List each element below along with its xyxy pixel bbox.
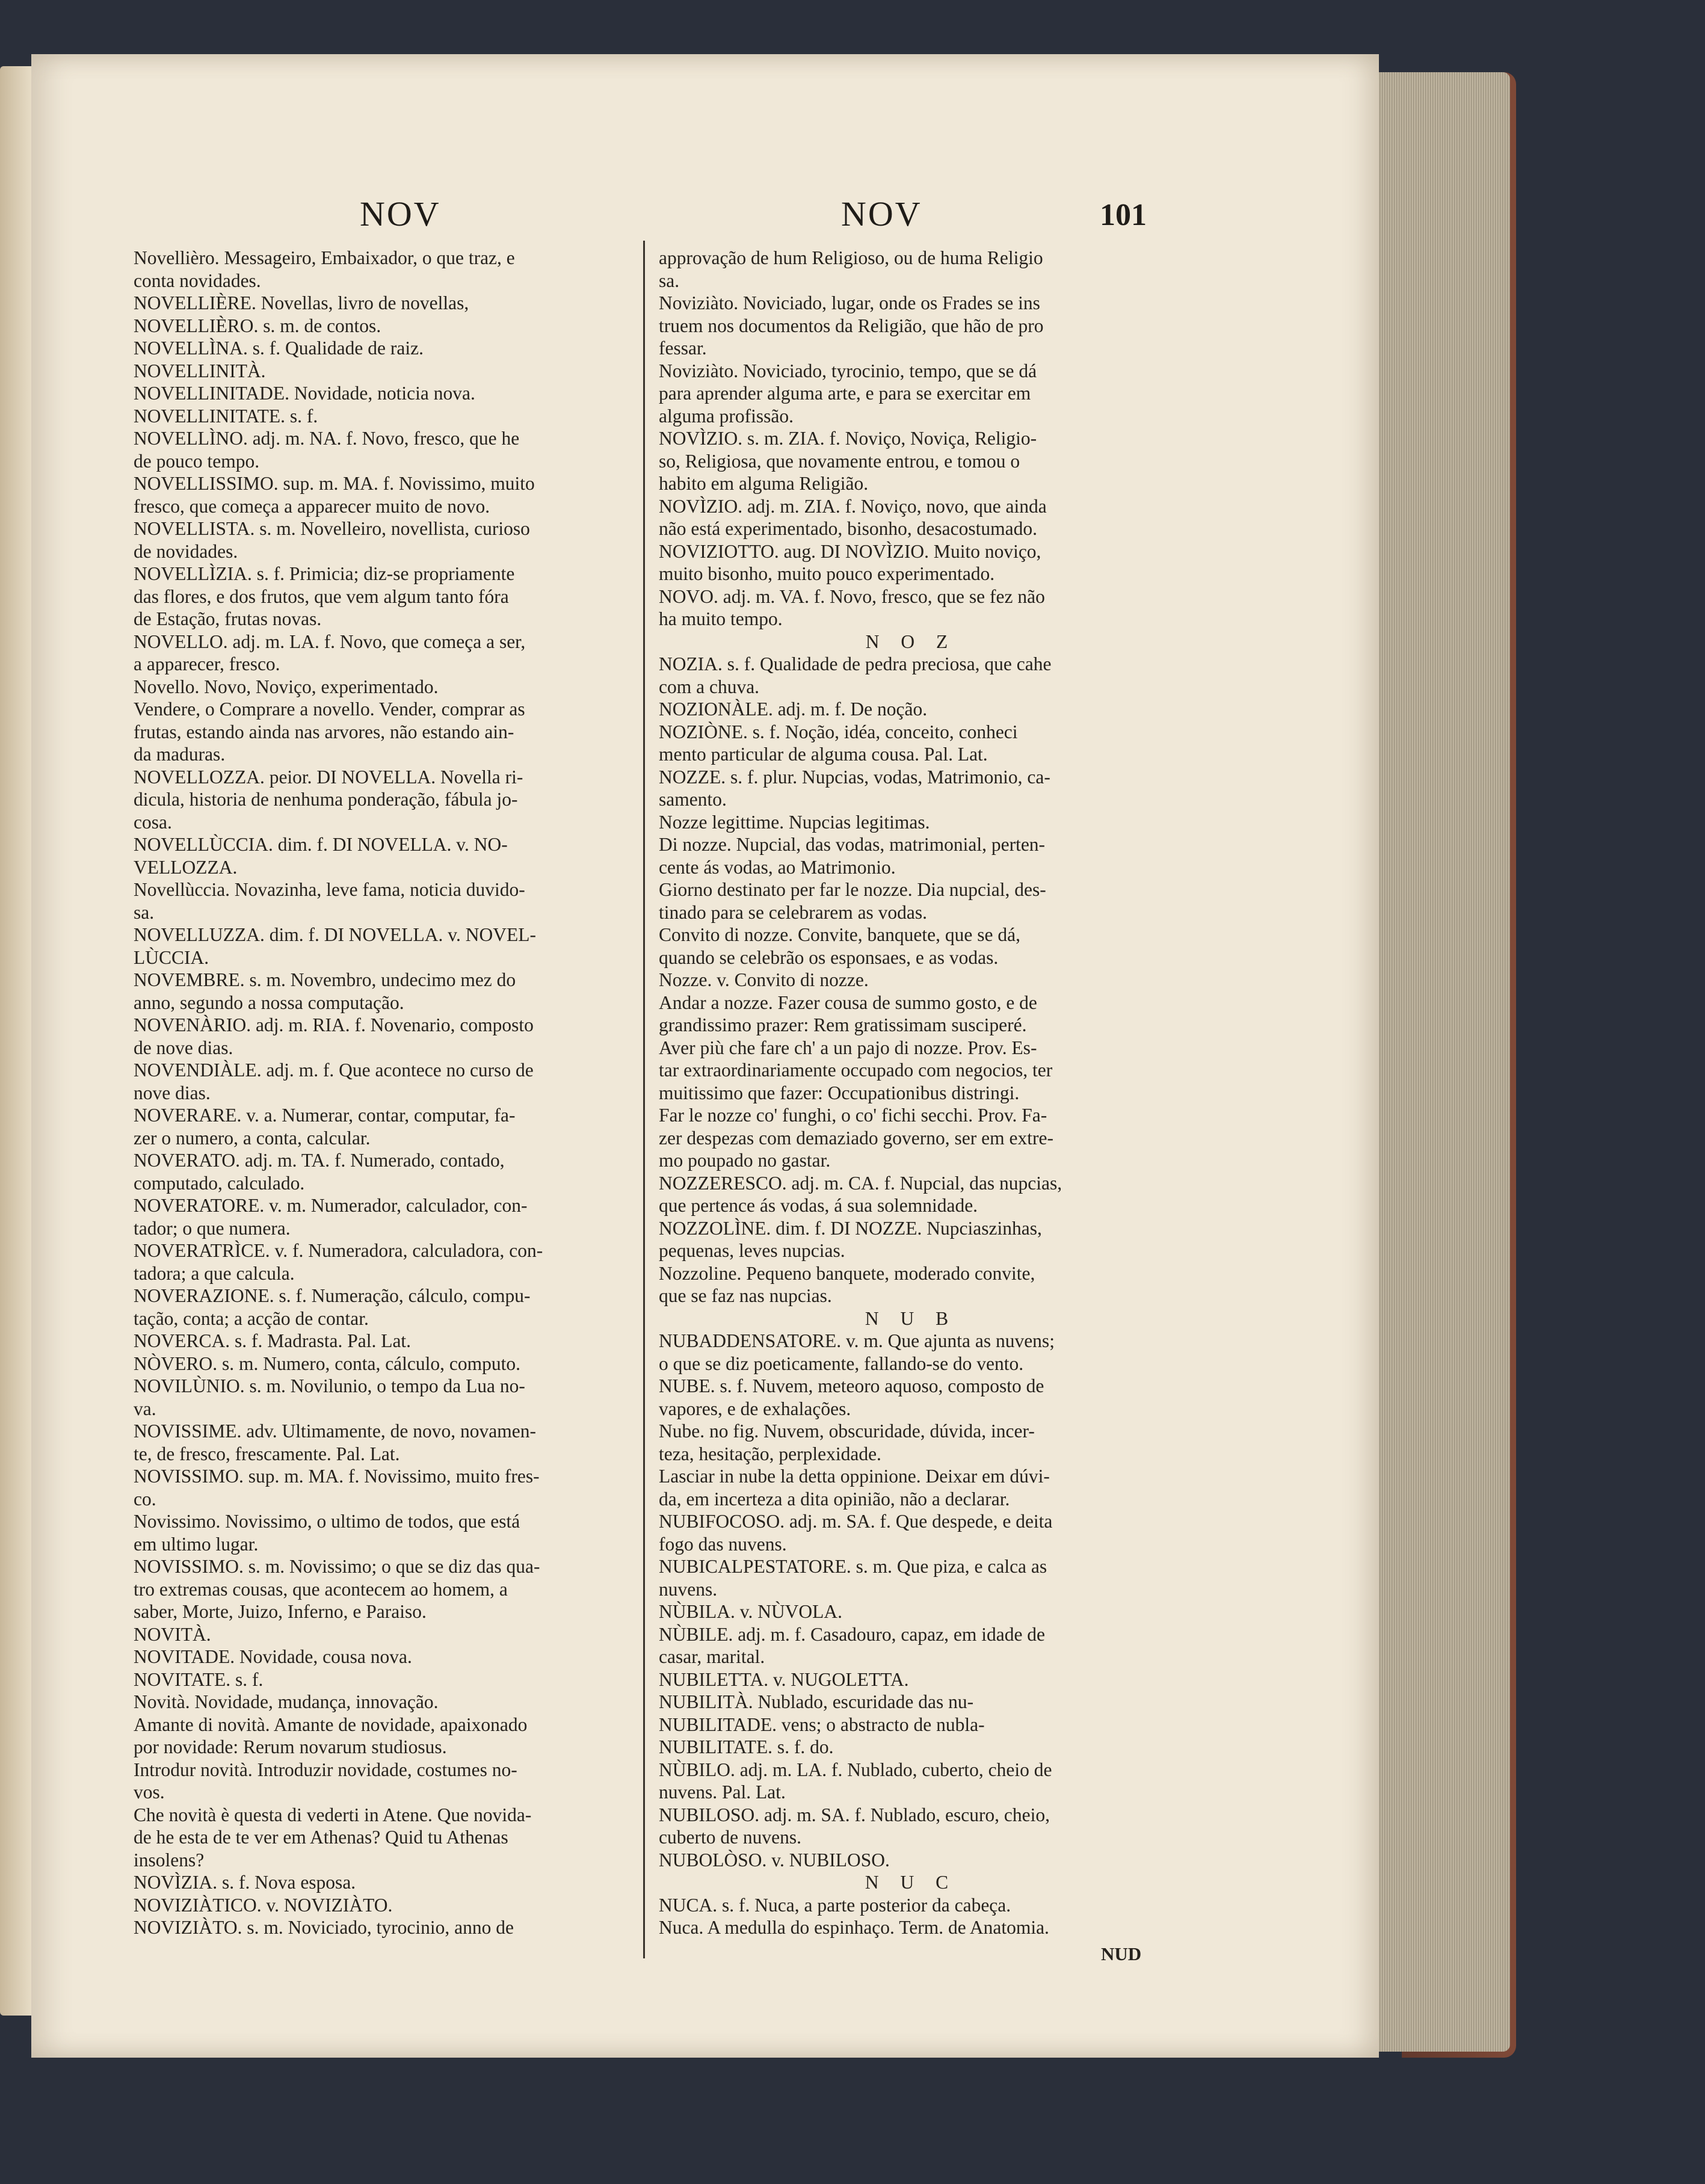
text-line: Amante di novità. Amante de novidade, apaixonado <box>134 1714 528 1735</box>
text-line: a apparecer, fresco. <box>134 653 280 674</box>
text-line: NÙBILO. adj. m. LA. f. Nublado, cuberto, cheio de <box>659 1759 1052 1780</box>
text-line: samento. <box>659 789 727 810</box>
text-line: mo poupado no gastar. <box>659 1150 831 1171</box>
text-line: tro extremas cousas, que acontecem ao homem, a <box>134 1578 508 1600</box>
text-line: tadora; a que calcula. <box>134 1262 295 1284</box>
text-line: ha muito tempo. <box>659 608 783 629</box>
text-line: habito em alguma Religião. <box>659 473 869 494</box>
text-line: NOVEMBRE. s. m. Novembro, undecimo mez do <box>134 969 516 990</box>
running-head-right: NOV <box>841 194 922 233</box>
text-line: de Estação, frutas novas. <box>134 608 322 629</box>
text-line: NOVITADE. Novidade, cousa nova. <box>134 1646 412 1667</box>
text-line: muitissimo que fazer: Occupationibus distringi. <box>659 1082 1020 1103</box>
text-line: NOZZERESCO. adj. m. CA. f. Nupcial, das nupcias, <box>659 1172 1062 1194</box>
text-line: Che novità è questa di vederti in Atene. Que novida- <box>134 1804 532 1825</box>
text-line: sa. <box>134 901 155 923</box>
text-line: fresco, que começa a apparecer muito de novo. <box>134 495 490 517</box>
column-divider <box>643 241 645 1958</box>
text-line: Novissimo. Novissimo, o ultimo de todos, que está <box>134 1511 520 1532</box>
text-line: NUBILETTA. v. NUGOLETTA. <box>659 1668 909 1690</box>
text-line: NOVELLO. adj. m. LA. f. Novo, que começa a ser, <box>134 631 526 652</box>
text-line: NUBE. s. f. Nuvem, meteoro aquoso, composto de <box>659 1375 1044 1396</box>
text-line: Introdur novità. Introduzir novidade, costumes no- <box>134 1759 517 1780</box>
text-line: de novidades. <box>134 540 238 562</box>
text-line: NOVELLÌZIA. s. f. Primicia; diz-se propriamente <box>134 563 515 584</box>
text-line: dicula, historia de nenhuma ponderação, fábula jo- <box>134 789 518 810</box>
text-line: Nozze. v. Convito di nozze. <box>659 969 869 990</box>
text-line: NUBILITATE. s. f. do. <box>659 1736 834 1757</box>
text-line: cente ás vodas, ao Matrimonio. <box>659 856 896 878</box>
text-line: zer despezas com demaziado governo, ser em extre- <box>659 1127 1053 1149</box>
section-heading: N U B <box>865 1307 957 1329</box>
text-line: NUBILITÀ. Nublado, escuridade das nu- <box>659 1691 974 1712</box>
page-number: 101 <box>1100 198 1147 232</box>
text-line: NOVELLINITATE. s. f. <box>134 405 318 427</box>
text-line: de nove dias. <box>134 1037 233 1058</box>
text-line: tar extraordinariamente occupado com negocios, ter <box>659 1060 1053 1081</box>
text-line: NÙBILA. v. NÙVOLA. <box>659 1601 843 1622</box>
text-line: Nuca. A medulla do espinhaço. Term. de Anatomia. <box>659 1917 1049 1938</box>
text-line: NOVELLÌNA. s. f. Qualidade de raiz. <box>134 338 424 359</box>
text-line: NOVISSIME. adv. Ultimamente, de novo, novamen- <box>134 1421 536 1442</box>
text-line: por novidade: Rerum novarum studiosus. <box>134 1736 447 1757</box>
text-line: NOZIA. s. f. Qualidade de pedra preciosa, que cahe <box>659 653 1052 674</box>
text-line: NOVERCA. s. f. Madrasta. Pal. Lat. <box>134 1330 412 1351</box>
text-line: que se faz nas nupcias. <box>659 1285 832 1306</box>
text-line: casar, marital. <box>659 1646 765 1667</box>
text-line: te, de fresco, frescamente. Pal. Lat. <box>134 1443 400 1464</box>
text-line: co. <box>134 1488 156 1510</box>
text-line: Novellièro. Messageiro, Embaixador, o que traz, e <box>134 247 515 268</box>
text-line: NOZIÒNE. s. f. Noção, idéa, conceito, conheci <box>659 721 1018 742</box>
text-line: NUBIFOCOSO. adj. m. SA. f. Que despede, e deita <box>659 1511 1053 1532</box>
text-line: Noviziàto. Noviciado, lugar, onde os Frades se ins <box>659 292 1040 313</box>
text-line: nuvens. <box>659 1578 718 1600</box>
text-line: approvação de hum Religioso, ou de huma Religio <box>659 247 1043 268</box>
left-page-edge <box>0 66 31 2016</box>
text-line: Convito di nozze. Convite, banquete, que se dá, <box>659 924 1020 945</box>
text-line: NOZZE. s. f. plur. Nupcias, vodas, Matrimonio, ca- <box>659 766 1050 788</box>
text-line: Nube. no fig. Nuvem, obscuridade, dúvida, incer- <box>659 1421 1035 1442</box>
text-line: tador; o que numera. <box>134 1217 291 1239</box>
text-line: NOVIZIÀTICO. v. NOVIZIÀTO. <box>134 1894 393 1916</box>
text-line: teza, hesitação, perplexidade. <box>659 1443 881 1464</box>
text-line: vapores, e de exhalações. <box>659 1398 851 1419</box>
text-line: com a chuva. <box>659 676 760 697</box>
text-line: que pertence ás vodas, á sua solemnidade. <box>659 1195 978 1216</box>
section-heading: N U C <box>865 1872 957 1893</box>
text-line: cosa. <box>134 811 172 833</box>
text-line: NÙBILE. adj. m. f. Casadouro, capaz, em idade de <box>659 1623 1046 1645</box>
text-line: em ultimo lugar. <box>134 1533 259 1555</box>
text-line: NOVÌZIA. s. f. Nova esposa. <box>134 1872 356 1893</box>
text-line: nuvens. Pal. Lat. <box>659 1781 786 1803</box>
text-line: NOVO. adj. m. VA. f. Novo, fresco, que se fez não <box>659 585 1045 607</box>
text-line: computado, calculado. <box>134 1172 305 1194</box>
text-line: zer o numero, a conta, calcular. <box>134 1127 371 1149</box>
text-line: frutas, estando ainda nas arvores, não estando ain- <box>134 721 514 742</box>
text-line: NOZIONÀLE. adj. m. f. De noção. <box>659 699 928 720</box>
text-line: NOVERATORE. v. m. Numerador, calculador, con- <box>134 1195 528 1216</box>
text-line: das flores, e dos frutos, que vem algum tanto fóra <box>134 585 509 607</box>
text-line: NOZZOLÌNE. dim. f. DI NOZZE. Nupciaszinhas, <box>659 1217 1042 1239</box>
text-line: para aprender alguma arte, e para se exercitar em <box>659 383 1031 404</box>
text-line: vos. <box>134 1781 165 1803</box>
text-line: Aver più che fare ch' a un pajo di nozze. Prov. Es- <box>659 1037 1037 1058</box>
text-line: fessar. <box>659 338 707 359</box>
text-line: NOVENÀRIO. adj. m. RIA. f. Novenario, composto <box>134 1014 534 1035</box>
text-line: Andar a nozze. Fazer cousa de summo gosto, e de <box>659 992 1037 1013</box>
text-line: NOVELLÙCCIA. dim. f. DI NOVELLA. v. NO- <box>134 834 508 855</box>
text-line: tação, conta; a acção de contar. <box>134 1307 369 1329</box>
text-line: sa. <box>659 270 680 291</box>
text-line: NOVELLÌNO. adj. m. NA. f. Novo, fresco, que he <box>134 428 520 449</box>
text-line: NUBILOSO. adj. m. SA. f. Nublado, escuro, cheio, <box>659 1804 1050 1825</box>
text-line: anno, segundo a nossa computação. <box>134 992 404 1013</box>
text-line: NOVERATO. adj. m. TA. f. Numerado, contado, <box>134 1150 505 1171</box>
text-line: NOVELLISSIMO. sup. m. MA. f. Novissimo, muito <box>134 473 535 494</box>
text-line: NOVELLIÈRE. Novellas, livro de novellas, <box>134 292 469 313</box>
text-line: de he esta de te ver em Athenas? Quid tu Athenas <box>134 1827 508 1848</box>
text-line: NUBADDENSATORE. v. m. Que ajunta as nuvens; <box>659 1330 1055 1351</box>
right-column <box>659 247 1163 1939</box>
text-line: VELLOZZA. <box>134 856 238 878</box>
text-line: NUBOLÒSO. v. NUBILOSO. <box>659 1849 890 1871</box>
text-line: o que se diz poeticamente, fallando-se do vento. <box>659 1353 1024 1374</box>
text-line: NOVELLIÈRO. s. m. de contos. <box>134 315 381 336</box>
text-line: NOVISSIMO. s. m. Novissimo; o que se diz das qua- <box>134 1556 540 1577</box>
text-line: NOVIZIÀTO. s. m. Noviciado, tyrocinio, anno de <box>134 1917 514 1938</box>
running-head-left: NOV <box>360 194 441 233</box>
text-line: NOVERATRÌCE. v. f. Numeradora, calculadora, con- <box>134 1240 543 1261</box>
text-line: saber, Morte, Juizo, Inferno, e Paraiso. <box>134 1601 427 1622</box>
text-line: NOVELLOZZA. peior. DI NOVELLA. Novella ri- <box>134 766 523 788</box>
text-line: NOVELLINITÀ. <box>134 360 266 381</box>
text-line: NOVELLISTA. s. m. Novelleiro, novellista, curioso <box>134 518 530 539</box>
text-line: de pouco tempo. <box>134 450 260 472</box>
text-line: so, Religiosa, que novamente entrou, e tomou o <box>659 450 1020 472</box>
text-line: NOVERAZIONE. s. f. Numeração, cálculo, compu- <box>134 1285 531 1306</box>
catchword: NUD <box>1101 1943 1142 1964</box>
text-line: Vendere, o Comprare a novello. Vender, comprar as <box>134 699 525 720</box>
text-line: NOVITÀ. <box>134 1623 211 1645</box>
text-line: NOVELLINITADE. Novidade, noticia nova. <box>134 383 475 404</box>
text-line: Novità. Novidade, mudança, innovação. <box>134 1691 439 1712</box>
text-line: NUCA. s. f. Nuca, a parte posterior da cabeça. <box>659 1894 1011 1916</box>
text-line: Far le nozze co' funghi, o co' fichi secchi. Prov. Fa- <box>659 1105 1047 1126</box>
text-line: NOVILÙNIO. s. m. Novilunio, o tempo da Lua no- <box>134 1375 525 1396</box>
text-line: Novello. Novo, Noviço, experimentado. <box>134 676 439 697</box>
text-line: NOVELLUZZA. dim. f. DI NOVELLA. v. NOVEL- <box>134 924 536 945</box>
text-line: NOVISSIMO. sup. m. MA. f. Novissimo, muito fres- <box>134 1466 540 1487</box>
page-edges <box>1366 72 1510 2052</box>
text-line: NOVITATE. s. f. <box>134 1668 264 1690</box>
text-line: Nozze legittime. Nupcias legitimas. <box>659 811 930 833</box>
section-heading: N O Z <box>865 631 957 652</box>
text-line: cuberto de nuvens. <box>659 1827 802 1848</box>
text-line: conta novidades. <box>134 270 261 291</box>
text-line: NOVENDIÀLE. adj. m. f. Que acontece no curso de <box>134 1060 534 1081</box>
text-line: NOVÌZIO. adj. m. ZIA. f. Noviço, novo, que ainda <box>659 495 1047 517</box>
left-column <box>134 247 634 1939</box>
text-line: tinado para se celebrarem as vodas. <box>659 901 928 923</box>
text-line: NOVERARE. v. a. Numerar, contar, computar, fa- <box>134 1105 516 1126</box>
text-line: insolens? <box>134 1849 205 1871</box>
text-line: grandissimo prazer: Rem gratissimam susciperé. <box>659 1014 1027 1035</box>
text-line: da maduras. <box>134 744 226 765</box>
text-line: não está experimentado, bisonho, desacostumado. <box>659 518 1037 539</box>
text-line: pequenas, leves nupcias. <box>659 1240 845 1261</box>
text-line: Lasciar in nube la detta oppinione. Deixar em dúvi- <box>659 1466 1050 1487</box>
text-line: NUBILITADE. vens; o abstracto de nubla- <box>659 1714 985 1735</box>
text-line: da, em incerteza a dita opinião, não a declarar. <box>659 1488 1010 1510</box>
text-line: Nozzoline. Pequeno banquete, moderado convite, <box>659 1262 1035 1284</box>
text-line: fogo das nuvens. <box>659 1533 787 1555</box>
text-line: quando se celebrão os esponsaes, e as vodas. <box>659 946 999 968</box>
text-line: alguma profissão. <box>659 405 794 427</box>
text-line: LÙCCIA. <box>134 946 209 968</box>
text-line: truem nos documentos da Religião, que hão de pro <box>659 315 1044 336</box>
text-line: muito bisonho, muito pouco experimentado. <box>659 563 995 584</box>
text-line: NOVIZIOTTO. aug. DI NOVÌZIO. Muito noviço, <box>659 540 1041 562</box>
text-line: Novellùccia. Novazinha, leve fama, noticia duvido- <box>134 879 525 900</box>
text-line: mento particular de alguma cousa. Pal. Lat. <box>659 744 988 765</box>
text-line: NOVÌZIO. s. m. ZIA. f. Noviço, Noviça, Religio- <box>659 428 1037 449</box>
text-line: NÒVERO. s. m. Numero, conta, cálculo, computo. <box>134 1353 520 1374</box>
text-line: Noviziàto. Noviciado, tyrocinio, tempo, que se dá <box>659 360 1037 381</box>
text-line: va. <box>134 1398 156 1419</box>
text-line: Di nozze. Nupcial, das vodas, matrimonial, perten- <box>659 834 1046 855</box>
text-line: Giorno destinato per far le nozze. Dia nupcial, des- <box>659 879 1046 900</box>
text-line: NUBICALPESTATORE. s. m. Que piza, e calca as <box>659 1556 1047 1577</box>
text-line: nove dias. <box>134 1082 211 1103</box>
